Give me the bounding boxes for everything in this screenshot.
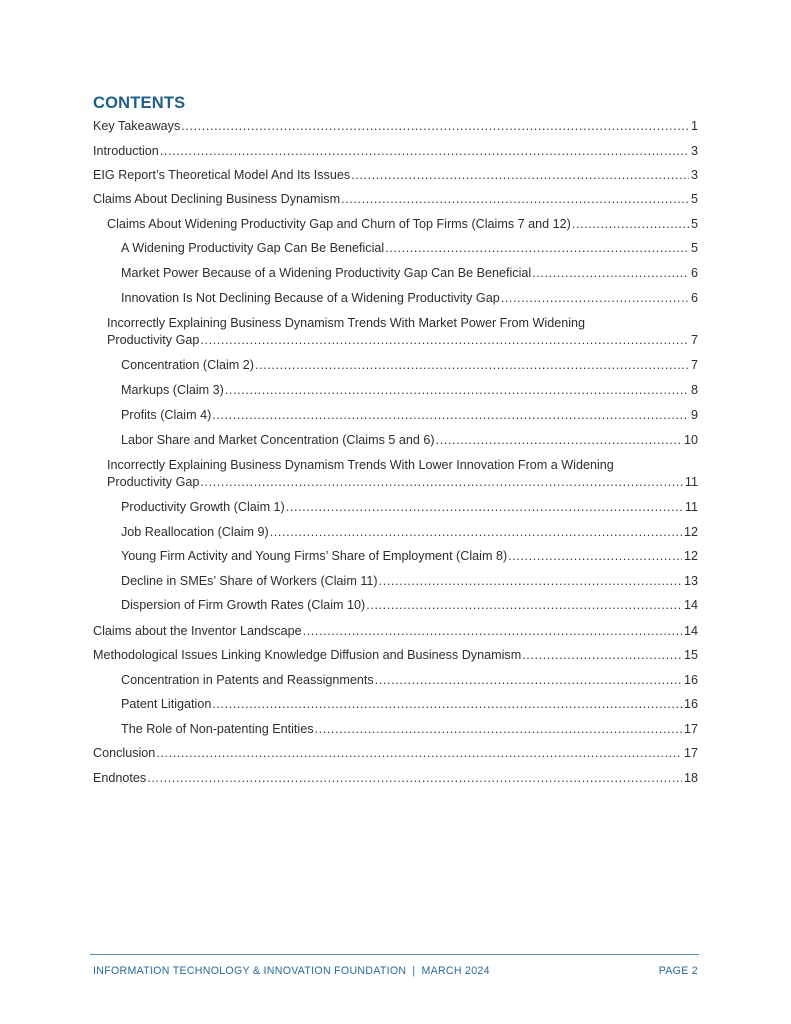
- toc-entry-page: 5: [690, 217, 698, 231]
- toc-entry[interactable]: [93, 623, 698, 639]
- toc-entry-page: 3: [690, 168, 698, 182]
- toc-entry-page: 11: [684, 500, 698, 514]
- toc-entry[interactable]: [121, 432, 698, 448]
- toc-entry-title: Decline in SMEs’ Share of Workers (Claim 11): [121, 574, 378, 588]
- toc-entry-title: Markups (Claim 3): [121, 383, 224, 397]
- contents-heading: CONTENTS: [93, 94, 186, 112]
- dot-leader: [366, 597, 682, 613]
- toc-entry[interactable]: [121, 499, 698, 515]
- toc-entry-title: Introduction: [93, 144, 159, 158]
- toc-entry-title: Labor Share and Market Concentration (Claims 5 and 6): [121, 433, 435, 447]
- dot-leader: [436, 432, 682, 448]
- toc-entry-page: 18: [683, 771, 698, 785]
- toc-entry[interactable]: [121, 721, 698, 737]
- toc-entry-title: Endnotes: [93, 771, 147, 785]
- footer-divider: [90, 954, 699, 955]
- toc-entry-title: The Role of Non-patenting Entities: [121, 722, 314, 736]
- dot-leader: [255, 357, 689, 373]
- dot-leader: [270, 524, 682, 540]
- toc-entry-page: 3: [690, 144, 698, 158]
- toc-entry-title: Incorrectly Explaining Business Dynamism Trends With Lower Innovation From a Widening: [107, 458, 614, 472]
- toc-entry[interactable]: [121, 524, 698, 540]
- toc-entry[interactable]: [121, 265, 698, 281]
- toc-entry-title: Claims about the Inventor Landscape: [93, 624, 302, 638]
- toc-entry-title: A Widening Productivity Gap Can Be Beneficial: [121, 241, 385, 255]
- dot-leader: [385, 240, 689, 256]
- toc-entry[interactable]: [121, 672, 698, 688]
- dot-leader: [212, 407, 689, 423]
- dot-leader: [375, 672, 682, 688]
- toc-entry-page: 6: [690, 291, 698, 305]
- toc-entry[interactable]: [93, 770, 698, 786]
- toc-entry-title: Key Takeaways: [93, 119, 181, 133]
- toc-entry-page: 14: [683, 624, 698, 638]
- footer-date: MARCH 2024: [421, 965, 490, 977]
- toc-entry-page: 9: [690, 408, 698, 422]
- toc-entry[interactable]: [93, 167, 698, 183]
- toc-entry-page: 6: [690, 266, 698, 280]
- toc-entry-page: 8: [690, 383, 698, 397]
- dot-leader: [181, 118, 689, 134]
- toc-entry-title: EIG Report’s Theoretical Model And Its Issues: [93, 168, 351, 182]
- toc-entry-page: 1: [690, 119, 698, 133]
- toc-entry-title: Dispersion of Firm Growth Rates (Claim 10): [121, 598, 366, 612]
- dot-leader: [160, 143, 689, 159]
- dot-leader: [315, 721, 682, 737]
- toc-entry[interactable]: [107, 315, 698, 348]
- dot-leader: [522, 647, 682, 663]
- toc-entry-title: Claims About Widening Productivity Gap and Churn of Top Firms (Claims 7 and 12): [107, 217, 571, 231]
- dot-leader: [212, 696, 682, 712]
- toc-entry-page: 5: [690, 192, 698, 206]
- toc-entry[interactable]: [107, 216, 698, 232]
- toc-entry[interactable]: [93, 118, 698, 134]
- toc-entry-page: 15: [683, 648, 698, 662]
- toc-entry-page: 13: [683, 574, 698, 588]
- dot-leader: [156, 745, 682, 761]
- toc-entry[interactable]: [121, 382, 698, 398]
- toc-entry[interactable]: [121, 597, 698, 613]
- toc-entry-title: Claims About Declining Business Dynamism: [93, 192, 341, 206]
- footer-separator: |: [412, 965, 416, 977]
- dot-leader: [200, 332, 689, 348]
- toc-entry-page: 16: [683, 673, 698, 687]
- dot-leader: [379, 573, 682, 589]
- toc-entry[interactable]: [121, 240, 698, 256]
- toc-entry[interactable]: [121, 548, 698, 564]
- toc-entry-title: Methodological Issues Linking Knowledge Diffusion and Business Dynamism: [93, 648, 522, 662]
- toc-entry-title: Incorrectly Explaining Business Dynamism Trends With Market Power From Widening: [107, 316, 586, 330]
- toc-entry-page: 17: [683, 722, 698, 736]
- dot-leader: [351, 167, 689, 183]
- dot-leader: [508, 548, 682, 564]
- toc-entry[interactable]: [121, 573, 698, 589]
- dot-leader: [225, 382, 689, 398]
- dot-leader: [147, 770, 682, 786]
- toc-entry[interactable]: [121, 290, 698, 306]
- toc-entry-title-continued: Productivity Gap: [107, 475, 200, 489]
- toc-entry-page: 10: [683, 433, 698, 447]
- toc-entry[interactable]: [93, 143, 698, 159]
- toc-entry-page: 14: [683, 598, 698, 612]
- toc-entry-page: 12: [683, 525, 698, 539]
- toc-entry-page: 7: [690, 358, 698, 372]
- toc-entry[interactable]: [93, 647, 698, 663]
- toc-entry[interactable]: [121, 407, 698, 423]
- toc-entry-title: Innovation Is Not Declining Because of a Widening Productivity Gap: [121, 291, 500, 305]
- dot-leader: [286, 499, 683, 515]
- dot-leader: [532, 265, 689, 281]
- toc-entry[interactable]: [121, 357, 698, 373]
- toc-entry-page: 5: [690, 241, 698, 255]
- footer-org: INFORMATION TECHNOLOGY & INNOVATION FOUNDATION: [93, 965, 407, 977]
- toc-entry[interactable]: [93, 745, 698, 761]
- toc-entry-title: Patent Litigation: [121, 697, 212, 711]
- toc-entry-title: Concentration in Patents and Reassignments: [121, 673, 374, 687]
- toc-entry-title: Concentration (Claim 2): [121, 358, 254, 372]
- toc-entry-page: 7: [690, 333, 698, 347]
- dot-leader: [303, 623, 682, 639]
- dot-leader: [572, 216, 689, 232]
- toc-entry-page: 17: [683, 746, 698, 760]
- toc-entry-title-continued: Productivity Gap: [107, 333, 200, 347]
- toc-entry-title: Profits (Claim 4): [121, 408, 212, 422]
- toc-entry-title: Conclusion: [93, 746, 156, 760]
- footer-page-number: PAGE 2: [658, 965, 698, 977]
- footer-left: [93, 965, 490, 977]
- dot-leader: [501, 290, 689, 306]
- toc-entry-page: 16: [683, 697, 698, 711]
- page-footer: [93, 965, 698, 977]
- toc-entry-title: Productivity Growth (Claim 1): [121, 500, 285, 514]
- toc-entry-page: 12: [683, 549, 698, 563]
- toc-entry[interactable]: [93, 191, 698, 207]
- toc-entry-title: Young Firm Activity and Young Firms’ Share of Employment (Claim 8): [121, 549, 508, 563]
- toc-entry-title: Market Power Because of a Widening Productivity Gap Can Be Beneficial: [121, 266, 532, 280]
- toc-entry-title: Job Reallocation (Claim 9): [121, 525, 269, 539]
- toc-entry[interactable]: [121, 696, 698, 712]
- dot-leader: [341, 191, 689, 207]
- dot-leader: [200, 474, 683, 490]
- toc-entry-page: 11: [684, 475, 698, 489]
- toc-entry[interactable]: [107, 457, 698, 490]
